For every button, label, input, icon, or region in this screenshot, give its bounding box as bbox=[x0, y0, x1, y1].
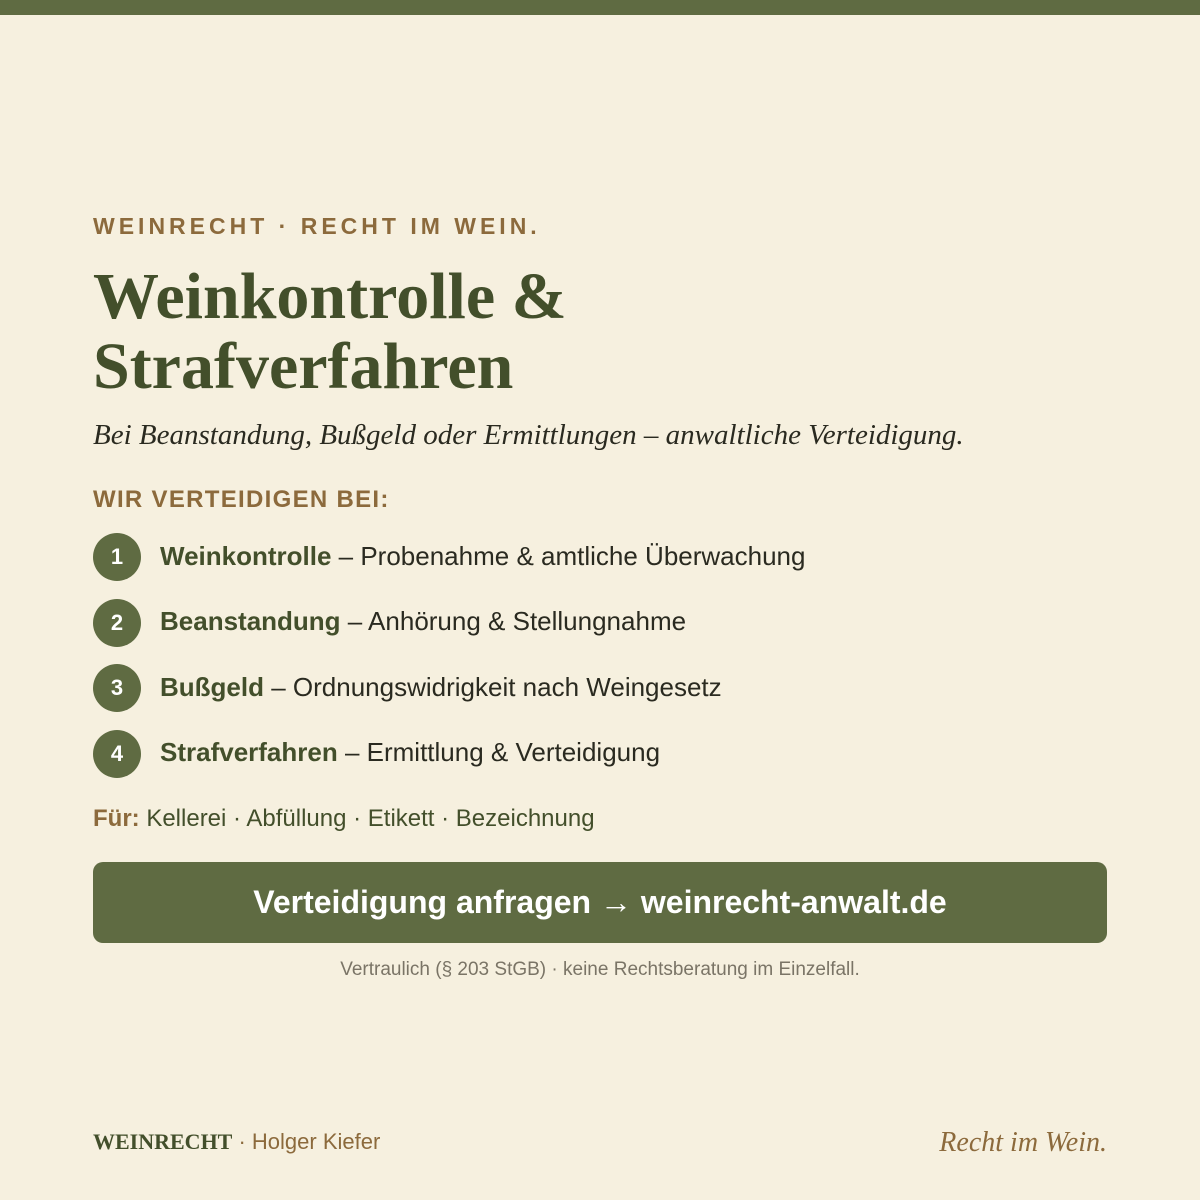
audience-line bbox=[93, 804, 1107, 834]
item-description: – Ermittlung & Verteidigung bbox=[337, 737, 661, 767]
service-list bbox=[93, 533, 1107, 778]
audience-values: Kellerei · Abfüllung · Etikett · Bezeichnung bbox=[139, 804, 595, 832]
title-line-1: Weinkontrolle & bbox=[93, 260, 567, 333]
top-accent-bar bbox=[0, 0, 1200, 15]
list-item bbox=[93, 599, 1107, 647]
item-term: Strafverfahren bbox=[160, 737, 338, 767]
item-term: Bußgeld bbox=[160, 671, 264, 702]
list-item-text bbox=[160, 606, 686, 636]
item-term: Weinkontrolle bbox=[160, 540, 332, 571]
item-description: – Ordnungswidrigkeit nach Weingesetz bbox=[264, 671, 722, 702]
section-label: WIR VERTEIDIGEN BEI: bbox=[93, 486, 390, 513]
number-badge: 2 bbox=[93, 599, 141, 647]
footer-brand: WEINRECHT bbox=[93, 1129, 233, 1154]
list-item bbox=[93, 730, 1107, 778]
main-content bbox=[93, 212, 1107, 982]
disclaimer: Vertraulich (§ 203 StGB) · keine Rechtsberatung im Einzelfall. bbox=[340, 958, 860, 980]
footer-tagline: Recht im Wein. bbox=[939, 1127, 1107, 1158]
item-term: Beanstandung bbox=[160, 606, 341, 636]
list-item-text bbox=[160, 672, 722, 702]
cta-button[interactable] bbox=[93, 862, 1107, 943]
number-badge: 1 bbox=[93, 533, 141, 581]
audience-label: Für: bbox=[93, 804, 140, 832]
item-description: – Probenahme & amtliche Überwachung bbox=[331, 540, 806, 571]
cta-label: Verteidigung anfragen → weinrecht-anwalt.de bbox=[253, 883, 947, 920]
footer-name: Holger Kiefer bbox=[251, 1129, 381, 1154]
list-item bbox=[93, 533, 1107, 581]
list-item-text bbox=[160, 541, 805, 571]
page-title bbox=[93, 262, 1107, 402]
number-badge: 3 bbox=[93, 664, 141, 712]
number-badge: 4 bbox=[93, 730, 141, 778]
footer-left bbox=[93, 1128, 380, 1156]
list-item-text bbox=[160, 737, 660, 767]
subtitle: Bei Beanstandung, Bußgeld oder Ermittlungen – anwaltliche Verteidigung. bbox=[93, 419, 964, 451]
footer-separator: · bbox=[232, 1129, 252, 1154]
title-line-2: Strafverfahren bbox=[93, 330, 514, 403]
list-item bbox=[93, 664, 1107, 712]
item-description: – Anhörung & Stellungnahme bbox=[340, 606, 687, 636]
eyebrow-label: WEINRECHT · RECHT IM WEIN. bbox=[93, 213, 541, 239]
